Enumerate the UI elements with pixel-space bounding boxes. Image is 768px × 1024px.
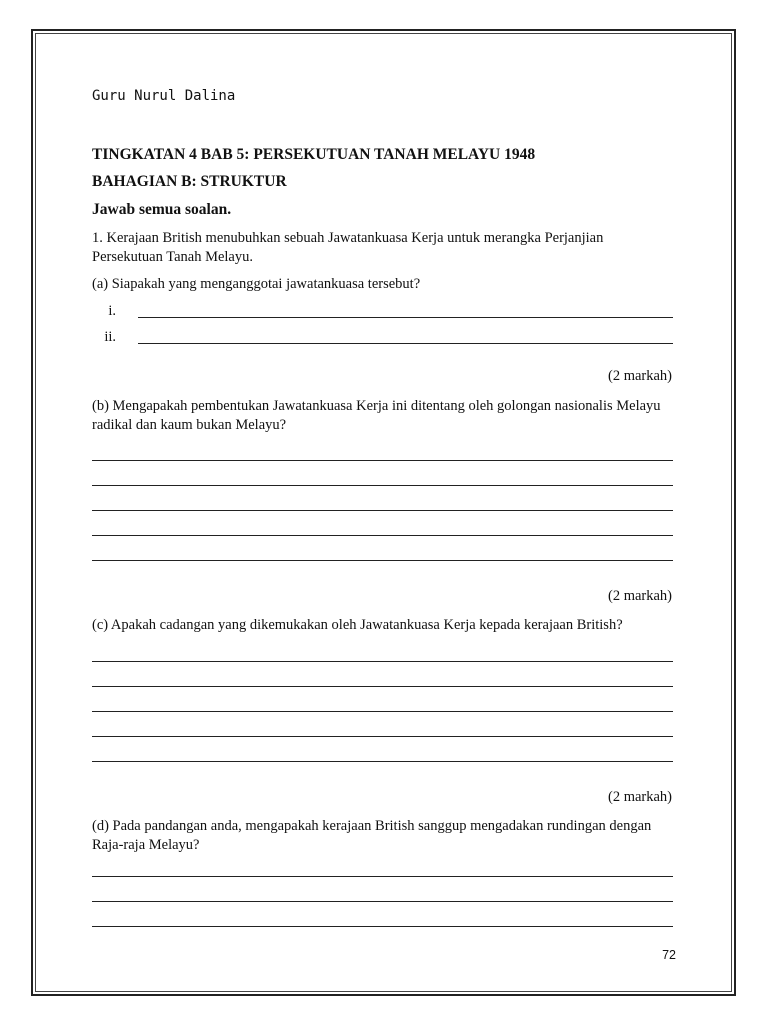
answer-line[interactable] bbox=[92, 711, 673, 712]
answer-line-1a-i[interactable] bbox=[138, 317, 673, 318]
answer-line[interactable] bbox=[92, 686, 673, 687]
question-1d: (d) Pada pandangan anda, mengapakah kerajaan British sanggup mengadakan rundingan dengan Raja-raja Melayu? bbox=[92, 818, 652, 853]
answer-line[interactable] bbox=[92, 485, 673, 486]
question-1a: (a) Siapakah yang menganggotai jawatankuasa tersebut? bbox=[92, 276, 421, 292]
marks-1c: (2 markah) bbox=[607, 789, 672, 805]
instruction: Jawab semua soalan. bbox=[92, 201, 232, 218]
answer-label-i: i. bbox=[108, 303, 116, 319]
question-1-stem: 1. Kerajaan British menubuhkan sebuah Jawatankuasa Kerja untuk merangka Perjanjian Persekutuan Tanah Melayu. bbox=[92, 230, 604, 265]
marks-1a: (2 markah) bbox=[607, 368, 672, 384]
section-title: BAHAGIAN B: STRUKTUR bbox=[92, 173, 287, 190]
author-name: Guru Nurul Dalina bbox=[92, 88, 236, 104]
answer-line[interactable] bbox=[92, 901, 673, 902]
question-1c: (c) Apakah cadangan yang dikemukakan oleh Jawatankuasa Kerja kepada kerajaan British? bbox=[92, 617, 623, 633]
answer-line[interactable] bbox=[92, 535, 673, 536]
answer-line[interactable] bbox=[92, 876, 673, 877]
answer-line[interactable] bbox=[92, 926, 673, 927]
answer-label-ii: ii. bbox=[104, 329, 116, 345]
page-number: 72 bbox=[662, 948, 676, 962]
answer-line-1a-ii[interactable] bbox=[138, 343, 673, 344]
question-1b: (b) Mengapakah pembentukan Jawatankuasa Kerja ini ditentang oleh golongan nasionalis Melayu radikal dan kaum bukan Melayu? bbox=[92, 398, 661, 433]
worksheet-title: TINGKATAN 4 BAB 5: PERSEKUTUAN TANAH MELAYU 1948 bbox=[92, 146, 536, 163]
answer-line[interactable] bbox=[92, 761, 673, 762]
answer-line[interactable] bbox=[92, 560, 673, 561]
answer-line[interactable] bbox=[92, 510, 673, 511]
answer-line[interactable] bbox=[92, 736, 673, 737]
answer-line[interactable] bbox=[92, 460, 673, 461]
marks-1b: (2 markah) bbox=[607, 588, 672, 604]
answer-line[interactable] bbox=[92, 661, 673, 662]
